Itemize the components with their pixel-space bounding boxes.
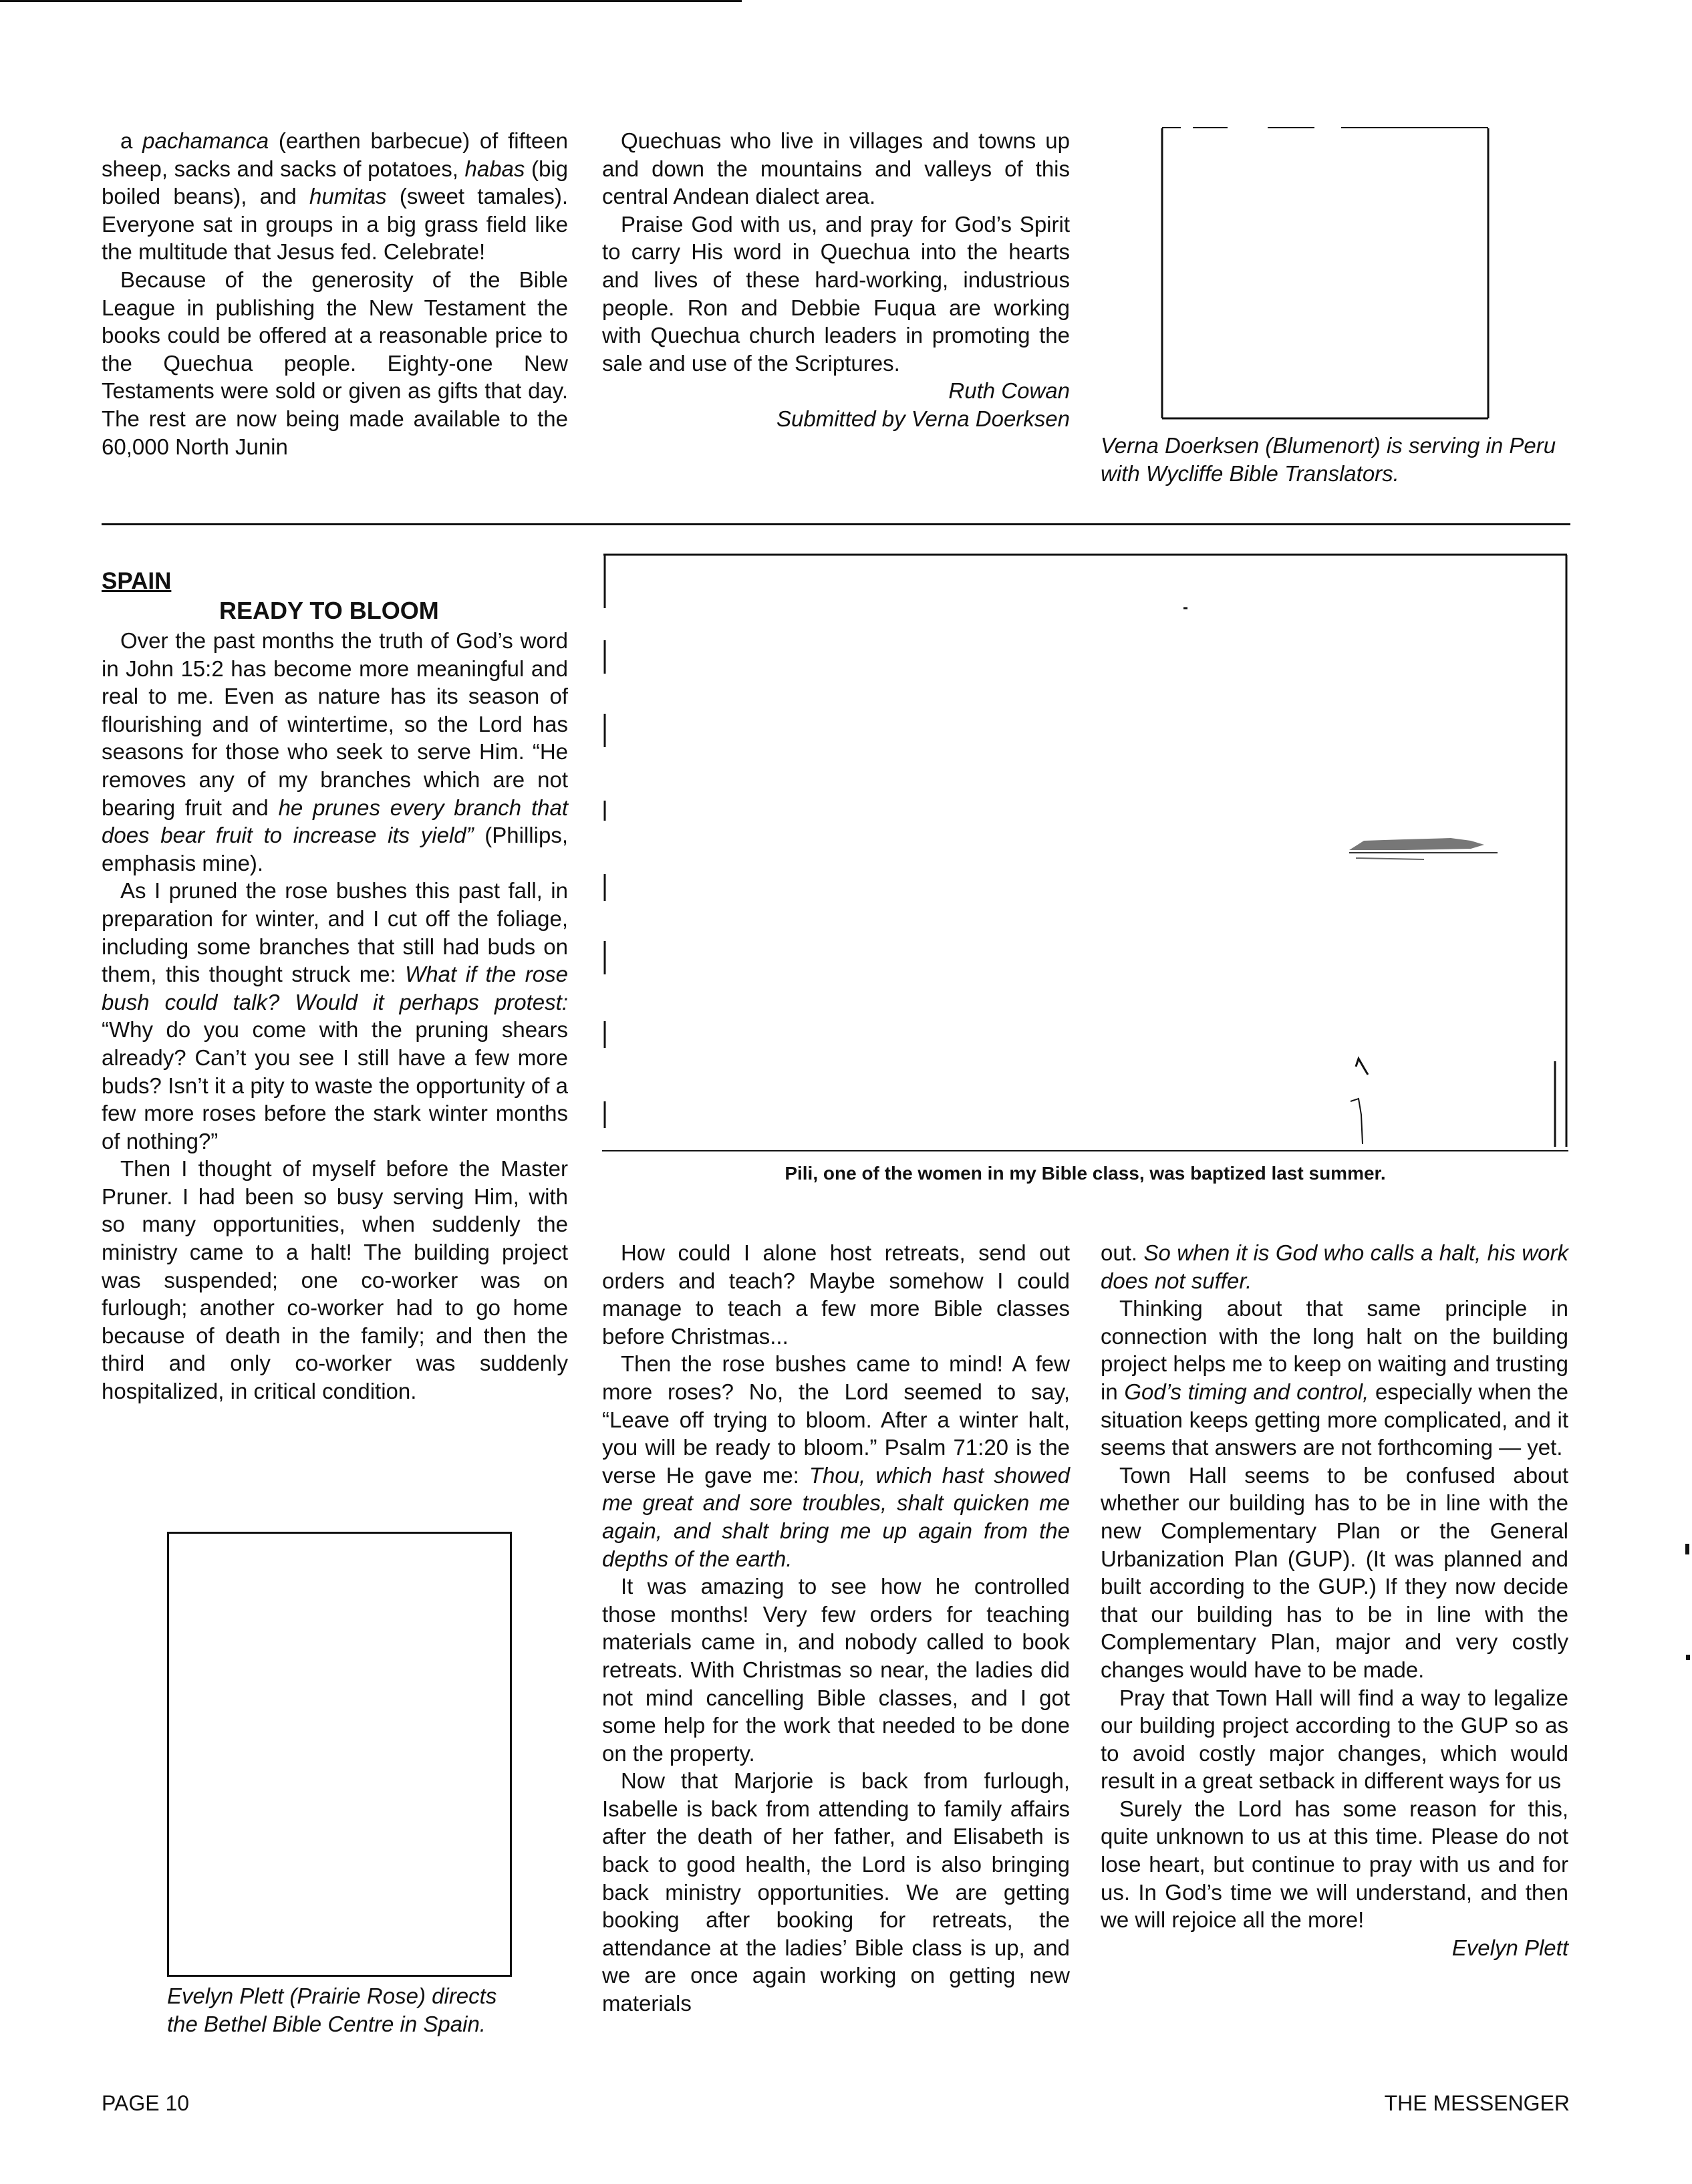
text-run: Surely the Lord has some reason for this, quite unknown to us at this time. Please do not lose heart, but continue to pray with us and for us. In God’s time we will understand, and then we will rejoice all the more! <box>1101 1796 1568 1933</box>
paragraph <box>102 127 568 266</box>
photo-frame-graphic <box>1161 126 1491 421</box>
text-run: humitas <box>309 184 387 209</box>
text-run: So when it is God who calls a halt, his work does not suffer. <box>1101 1240 1568 1293</box>
text-run: out. <box>1101 1240 1144 1265</box>
top-article-column-2-body <box>602 127 1070 377</box>
photo-pili-graphic <box>602 553 1568 1153</box>
text-run: he prunes every branch that does bear fruit to increase its yield” <box>102 795 569 848</box>
spain-column-3 <box>1101 1239 1568 1961</box>
photo-evelyn-plett <box>167 1532 512 1977</box>
text-run: Pray that Town Hall will find a way to legalize our building project according to the GUP so as to avoid costly major changes, which would result in a great setback in different ways for us <box>1101 1685 1568 1794</box>
text-run: As I pruned the rose bushes this past fall, in preparation for winter, and I cut off the foliage, including some branches that still had buds on them, this thought struck me: <box>102 878 568 987</box>
photo-verna-doerksen <box>1161 126 1491 421</box>
text-run: a <box>120 128 143 153</box>
text-run: Thinking about that same principle in connection with the long halt on the building project helps me to keep on waiting and trusting in <box>1101 1296 1568 1404</box>
paragraph <box>1101 1795 1568 1934</box>
spain-author: Evelyn Plett <box>1451 1935 1568 1960</box>
margin-mark <box>1685 1544 1689 1554</box>
paragraph <box>602 1767 1070 2017</box>
text-run: (big boiled beans), and <box>102 156 568 209</box>
publication-name: THE MESSENGER <box>1384 2091 1570 2115</box>
top-article-column-2 <box>602 127 1070 433</box>
margin-mark <box>1686 1655 1690 1660</box>
text-run: Town Hall seems to be confused about whether our building has to be in line with the new Complementary Plan or the General Urbanization Plan (GUP). (It was planned and built according to the GUP.) If they now decide that our building has to be in line with the Complementary Plan, major and very costly changes would have to be made. <box>1101 1462 1568 1682</box>
paragraph <box>102 1155 568 1405</box>
paragraph <box>1101 1294 1568 1462</box>
spain-column-3-body <box>1101 1239 1568 1934</box>
text-run: (Phillips, emphasis mine). <box>102 823 568 875</box>
text-run: Then I thought of myself before the Master Pruner. I had been so busy serving Him, with so many opportunities, when suddenly the ministry came to a halt! The building project was suspended; one co-worker was on furlough; another co-worker had to go home because of death in the family; and then the third and only co-worker was suddenly hospitalized, in critical condition. <box>102 1156 568 1404</box>
text-run: pachamanca <box>142 128 269 153</box>
paragraph <box>1101 1239 1568 1294</box>
text-run: especially when the situation keeps getting more complicated, and it seems that answers are not forthcoming — yet. <box>1101 1379 1568 1460</box>
article-title: READY TO BLOOM <box>219 597 439 624</box>
text-run: Then the rose bushes came to mind! A few more roses? No, the Lord seemed to say, “Leave off trying to bloom. After a winter halt, you will be ready to bloom.” Psalm 71:20 is the verse He gave me: <box>602 1351 1070 1488</box>
text-run: (sweet tamales). Everyone sat in groups in a big grass field like the multitude that Jesus fed. Celebrate! <box>102 184 568 265</box>
spain-column-1 <box>102 627 568 1405</box>
paragraph <box>1101 1684 1568 1795</box>
text-run: How could I alone host retreats, send out orders and teach? Maybe somehow I could manage to teach a few more Bible classes before Christmas... <box>602 1240 1070 1349</box>
text-run: habas <box>464 156 525 181</box>
top-edge-line <box>0 0 742 2</box>
spain-column-2 <box>602 1239 1070 2018</box>
photo-caption-pili: Pili, one of the women in my Bible class, was baptized last summer. <box>785 1163 1386 1184</box>
photo-caption-verna: Verna Doerksen (Blumenort) is serving in Peru with Wycliffe Bible Translators. <box>1101 433 1556 486</box>
paragraph <box>602 211 1070 378</box>
photo-pili-baptism <box>602 553 1568 1153</box>
paragraph <box>102 877 568 1155</box>
photo-caption-evelyn: Evelyn Plett (Prairie Rose) directs the Bethel Bible Centre in Spain. <box>167 1984 497 2036</box>
section-divider <box>102 523 1570 525</box>
paragraph <box>1101 1462 1568 1684</box>
paragraph <box>102 266 568 460</box>
text-run: Praise God with us, and pray for God’s Spirit to carry His word in Quechua into the hearts and lives of these hard-working, industrious people. Ron and Debbie Fuqua are working with Quechua church leaders in promoting the sale and use of the Scriptures. <box>602 211 1070 376</box>
text-run: (earthen barbecue) of fifteen sheep, sacks and sacks of potatoes, <box>102 128 568 181</box>
text-run: Thou, which hast showed me great and sore troubles, shalt quicken me again, and shalt bring me up again from the depths of the earth. <box>602 1462 1071 1571</box>
paragraph <box>602 1573 1070 1767</box>
paragraph <box>102 627 568 877</box>
page-number: PAGE 10 <box>102 2091 190 2115</box>
paragraph <box>602 1350 1070 1573</box>
text-run: Quechuas who live in villages and towns up and down the mountains and valleys of this central Andean dialect area. <box>602 128 1070 209</box>
text-run: “Why do you come with the pruning shears already? Can’t you see I still have a few more buds? Isn’t it a pity to waste the opportunity of a few more roses before the stark winter months of nothing?” <box>102 1017 568 1153</box>
text-run: What if the rose bush could talk? Would it perhaps protest: <box>102 962 568 1014</box>
text-run: Over the past months the truth of God’s word in John 15:2 has become more meaningful and real to me. Even as nature has its season of flourishing and of wintertime, so the Lord has seasons for those who seek to serve Him. “He removes any of my branches which are not bearing fruit and <box>102 628 568 820</box>
article-author: Ruth Cowan <box>948 378 1070 404</box>
paragraph <box>602 127 1070 211</box>
top-article-column-1 <box>102 127 568 460</box>
text-run: Because of the generosity of the Bible League in publishing the New Testament the books could be offered at a reasonable price to the Quechua people. Eighty-one New Testaments were sold or given as gifts that day. The rest are now being made available to the 60,000 North Junin <box>102 267 568 459</box>
section-label-spain: SPAIN <box>102 568 172 594</box>
paragraph <box>602 1239 1070 1350</box>
text-run: God’s timing and control, <box>1124 1379 1369 1404</box>
article-submitted-by: Submitted by Verna Doerksen <box>776 406 1070 431</box>
text-run: It was amazing to see how he controlled those months! Very few orders for teaching materials came in, and nobody called to book retreats. With Christmas so near, the ladies did not mind cancelling Bible classes, and I got some help for the work that needed to be done on the property. <box>602 1574 1070 1766</box>
text-run: Now that Marjorie is back from furlough, Isabelle is back from attending to family affairs after the death of her father, and Elisabeth is back to good health, the Lord is also bringing back ministry opportunities. We are getting booking after booking for retreats, the attendance at the ladies’ Bible class is up, and we are once again working on getting new materials <box>602 1768 1070 2016</box>
